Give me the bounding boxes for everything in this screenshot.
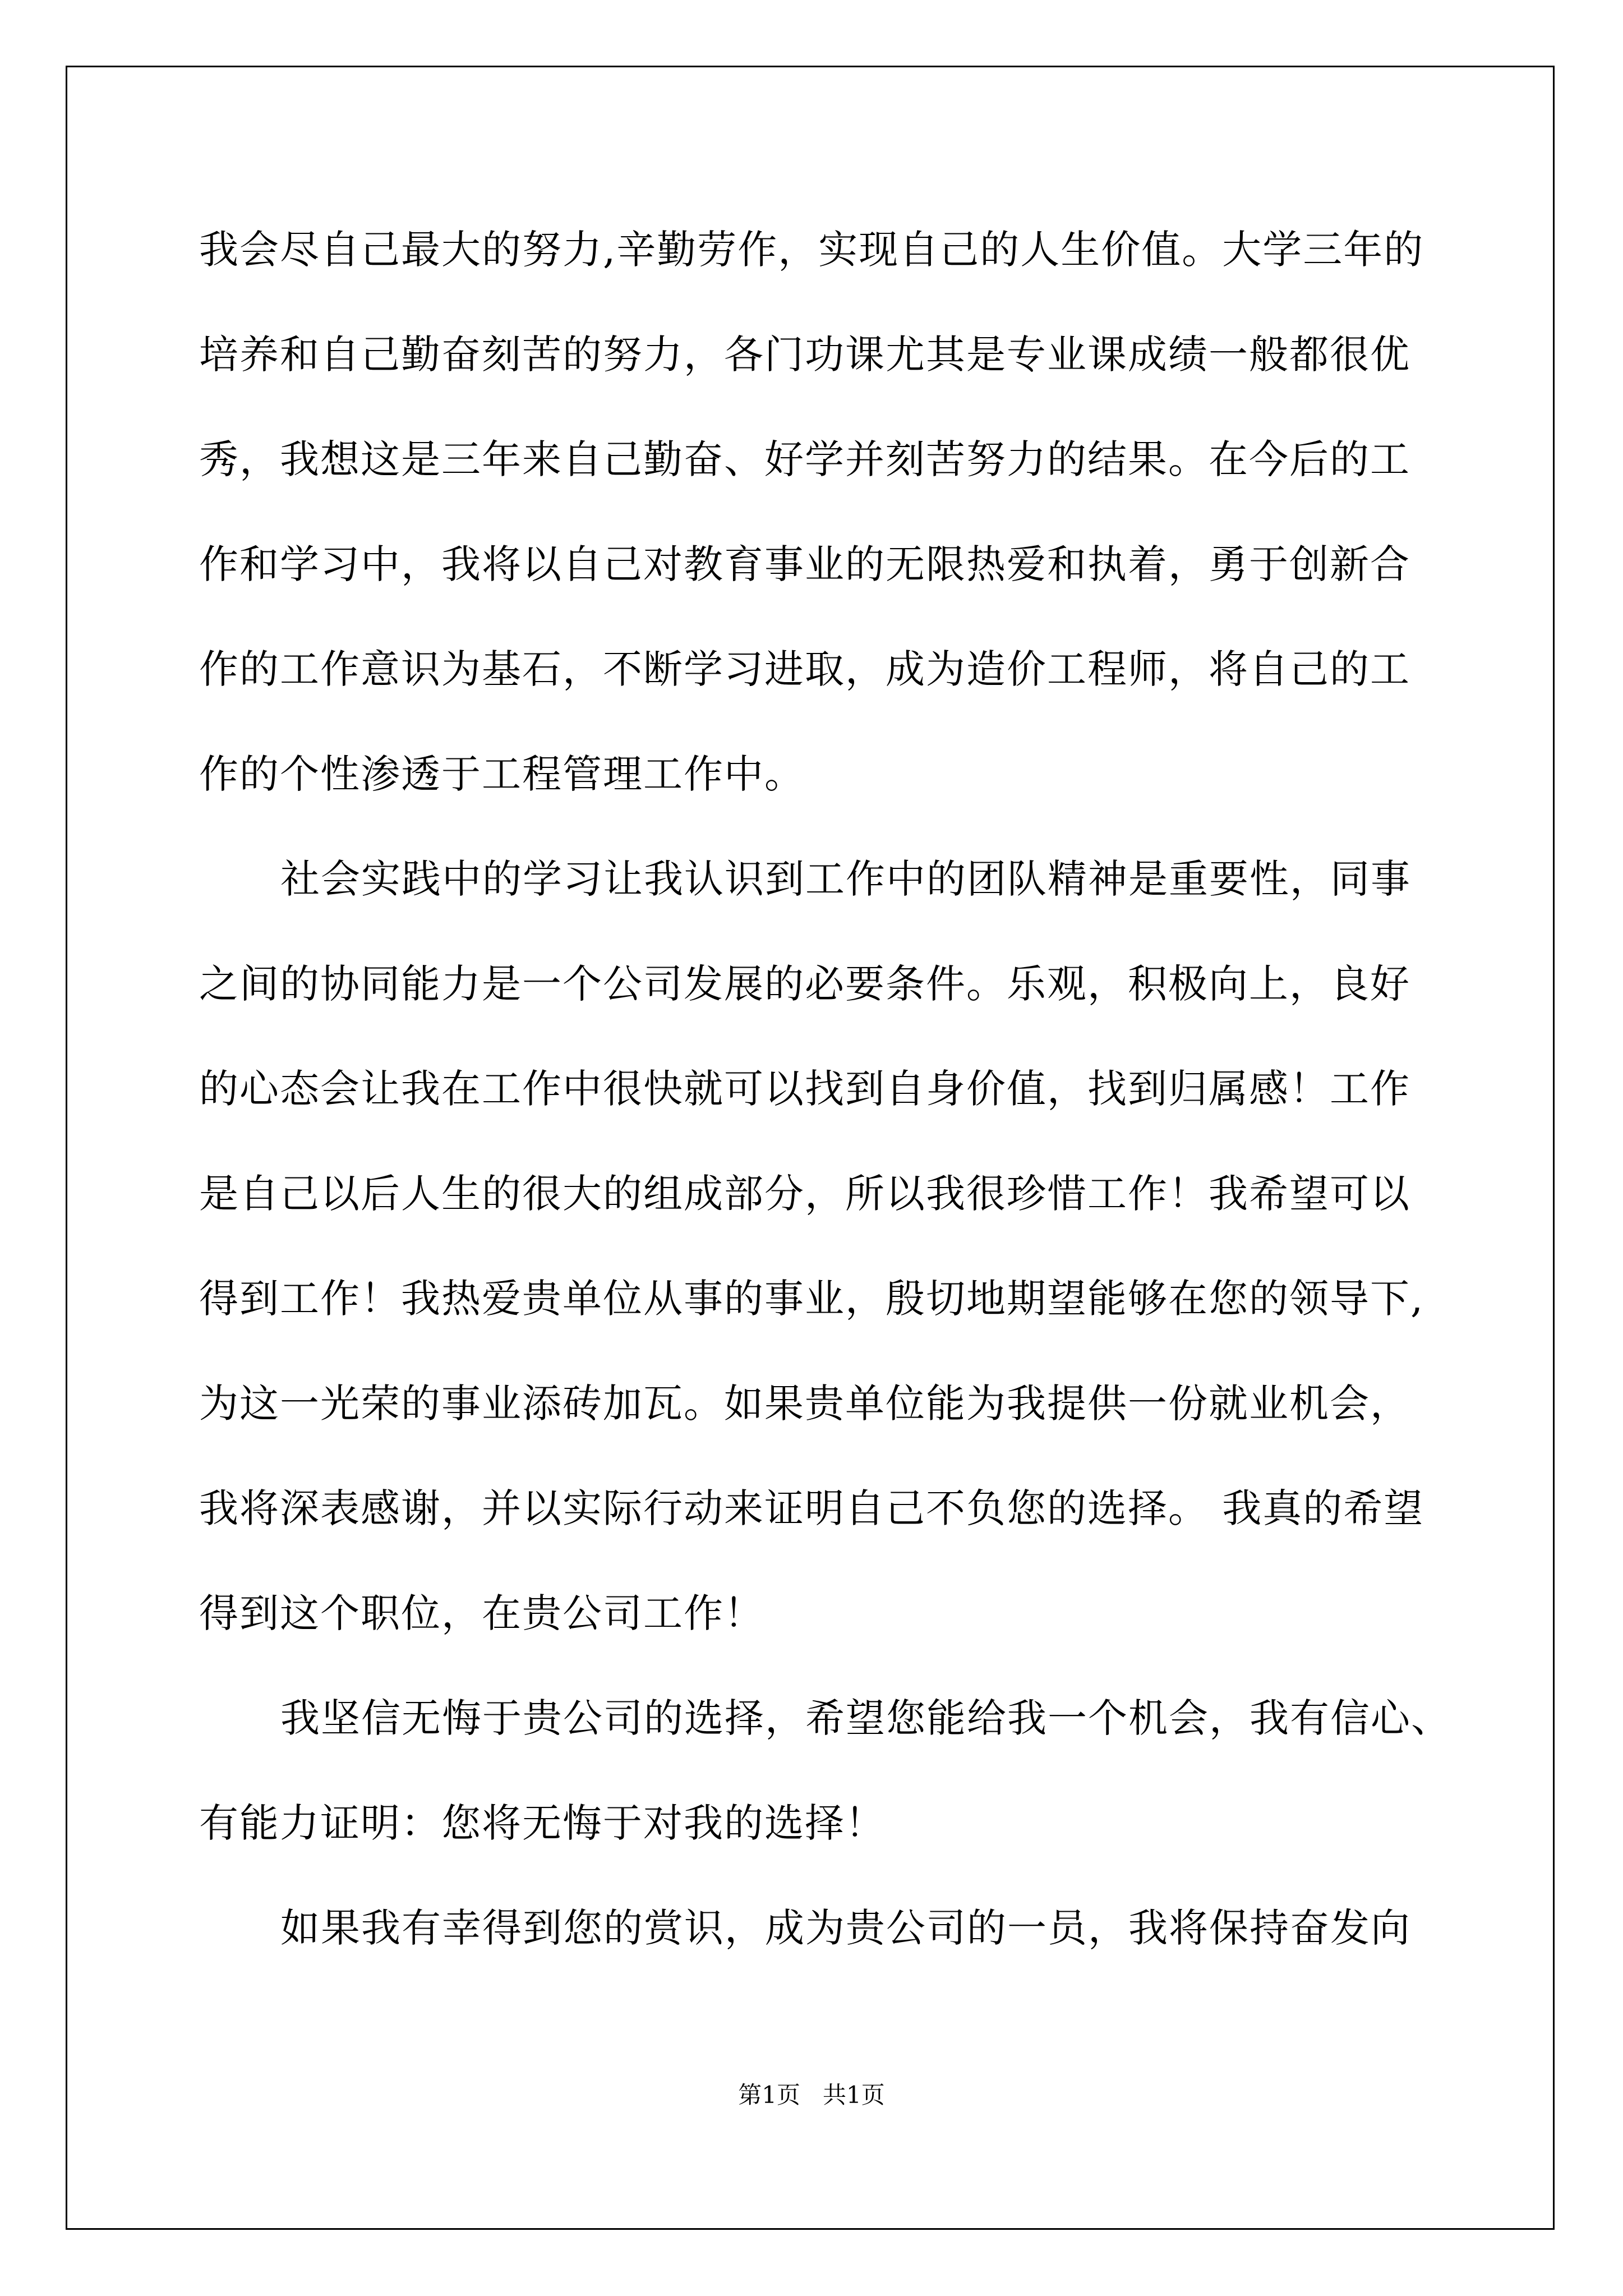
text-line-2: 培养和自己勤奋刻苦的努力，各门功课尤其是专业课成绩一般都很优: [199, 332, 1410, 378]
text-line-9: 的心态会让我在工作中很快就可以找到自身价值，找到归属感！工作: [199, 1066, 1410, 1112]
text-line-10: 是自己以后人生的很大的组成部分，所以我很珍惜工作！我希望可以: [199, 1171, 1410, 1217]
text-line-13: 我将深表感谢，并以实际行动来证明自己不负您的选择。 我真的希望: [199, 1485, 1424, 1531]
text-line-7: 社会实践中的学习让我认识到工作中的团队精神是重要性，同事: [280, 856, 1411, 902]
text-line-14: 得到这个职位，在贵公司工作！: [199, 1590, 764, 1636]
text-line-12: 为这一光荣的事业添砖加瓦。如果贵单位能为我提供一份就业机会，: [199, 1381, 1410, 1427]
page-footer: 第1页 共1页: [738, 2081, 885, 2109]
text-line-16: 有能力证明：您将无悔于对我的选择！: [199, 1800, 886, 1846]
text-line-15: 我坚信无悔于贵公司的选择，希望您能给我一个机会，我有信心、: [280, 1695, 1451, 1741]
text-line-11: 得到工作！我热爱贵单位从事的事业，殷切地期望能够在您的领导下,: [199, 1276, 1424, 1322]
text-line-17: 如果我有幸得到您的赏识，成为贵公司的一员，我将保持奋发向: [280, 1905, 1411, 1951]
text-line-3: 秀，我想这是三年来自己勤奋、好学并刻苦努力的结果。在今后的工: [199, 436, 1410, 482]
text-line-1: 我会尽自己最大的努力,辛勤劳作，实现自己的人生价值。大学三年的: [199, 227, 1424, 273]
text-line-8: 之间的协同能力是一个公司发展的必要条件。乐观，积极向上，良好: [199, 961, 1410, 1007]
text-line-4: 作和学习中，我将以自己对教育事业的无限热爱和执着，勇于创新合: [199, 541, 1410, 587]
text-line-6: 作的个性渗透于工程管理工作中。: [199, 751, 805, 797]
text-line-5: 作的工作意识为基石，不断学习进取，成为造价工程师，将自己的工: [199, 646, 1410, 692]
